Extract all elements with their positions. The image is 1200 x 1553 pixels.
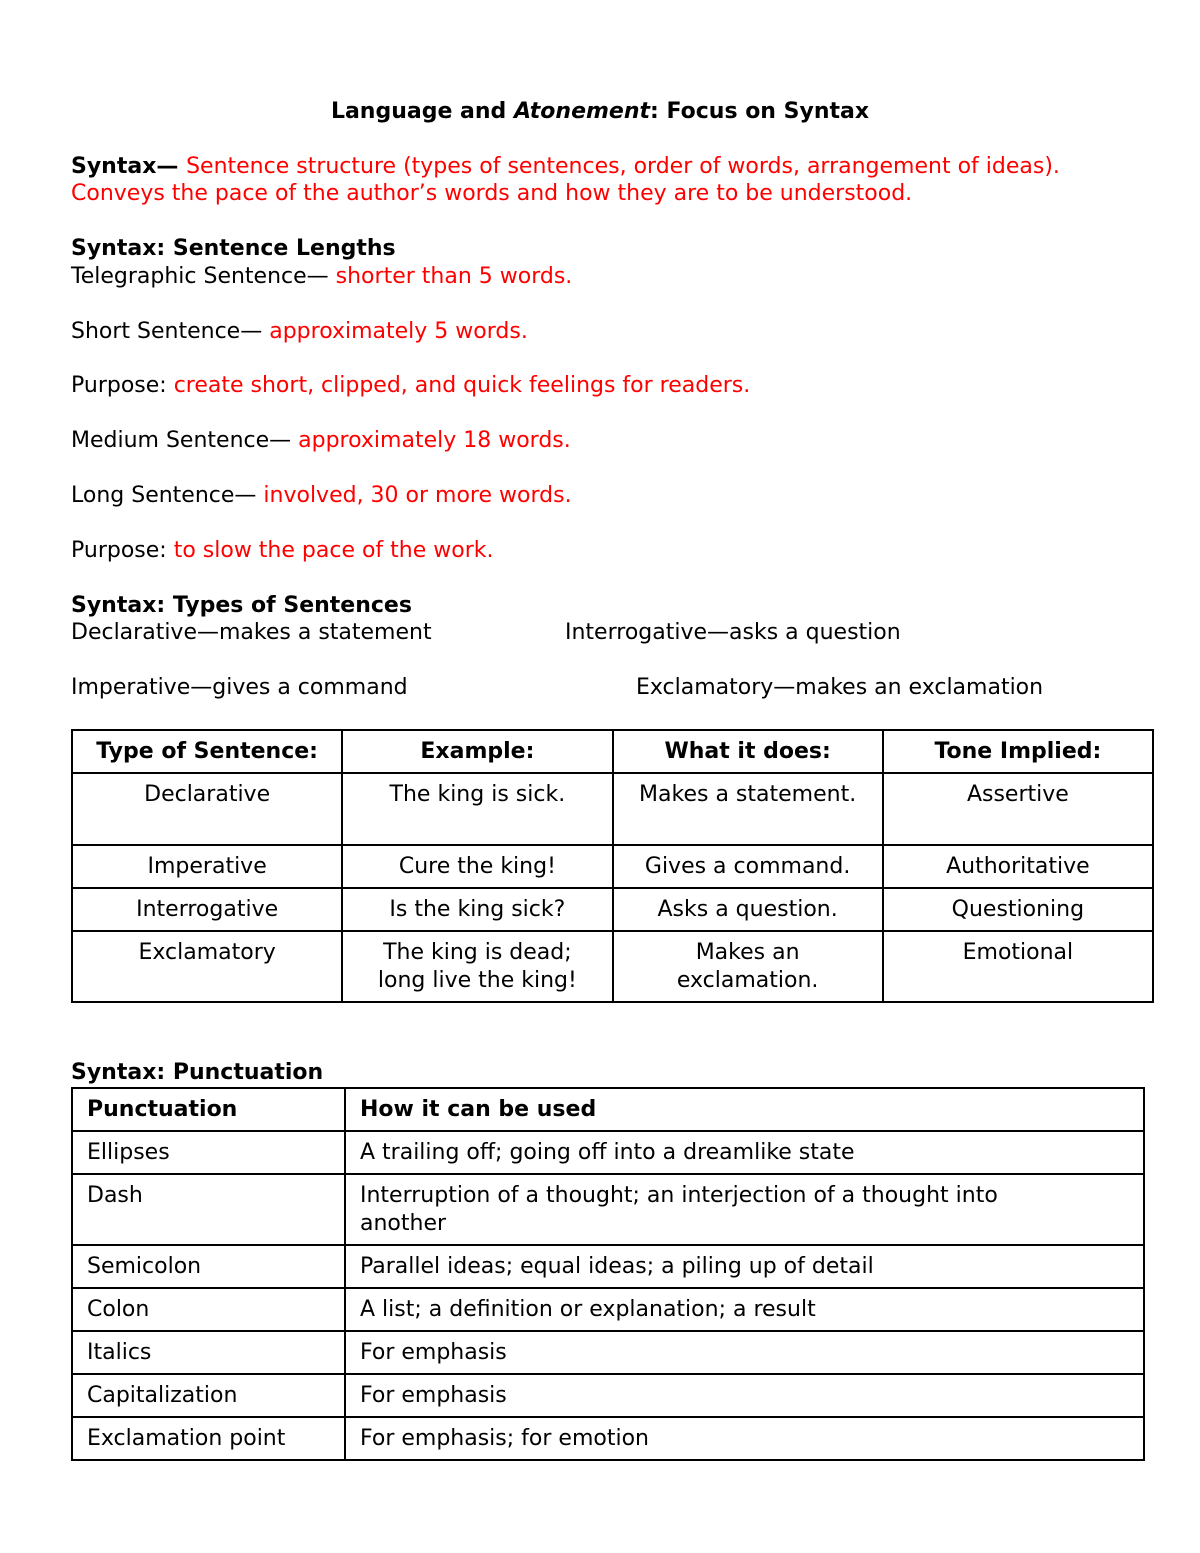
table-row xyxy=(72,1288,1144,1331)
table-cell: Questioning xyxy=(883,888,1153,931)
table-cell: Interrogative xyxy=(72,888,342,931)
sentence-types-table xyxy=(71,729,1154,1003)
title-prefix: Language and xyxy=(330,99,514,124)
purpose-long xyxy=(71,537,494,564)
table-cell: For emphasis; for emotion xyxy=(345,1417,1144,1460)
purpose-value: create short, clipped, and quick feelings for readers. xyxy=(173,373,751,398)
table-cell: Gives a command. xyxy=(613,845,883,888)
table-cell: Dash xyxy=(72,1174,345,1245)
interrogative-definition: Interrogative—asks a question xyxy=(565,620,901,645)
table-row xyxy=(72,888,1153,931)
long-label: Long Sentence— xyxy=(71,483,264,508)
table-row xyxy=(72,931,1153,1002)
short-sentence xyxy=(71,318,528,345)
table-cell: Colon xyxy=(72,1288,345,1331)
purpose-label: Purpose: xyxy=(71,538,174,563)
title-suffix: : Focus on Syntax xyxy=(650,99,870,124)
table-cell: Cure the king! xyxy=(342,845,612,888)
table-cell: Ellipses xyxy=(72,1131,345,1174)
syntax-definition-text: Sentence structure (types of sentences, order of words, arrangement of ideas). xyxy=(186,154,1060,179)
table-row xyxy=(72,1331,1144,1374)
cell-line: long live the king! xyxy=(377,968,577,993)
page-title xyxy=(71,98,1129,125)
punctuation-heading: Syntax: Punctuation xyxy=(71,1060,324,1085)
table-cell: Assertive xyxy=(883,773,1153,845)
medium-value: approximately 18 words. xyxy=(298,428,571,453)
table-row xyxy=(72,1374,1144,1417)
table-row xyxy=(72,1174,1144,1245)
table-cell: Parallel ideas; equal ideas; a piling up of detail xyxy=(345,1245,1144,1288)
declarative-definition: Declarative—makes a statement xyxy=(71,620,432,645)
table-cell: Asks a question. xyxy=(613,888,883,931)
short-label: Short Sentence— xyxy=(71,319,270,344)
table-cell: Declarative xyxy=(72,773,342,845)
table-cell: Is the king sick? xyxy=(342,888,612,931)
syntax-label: Syntax— xyxy=(71,154,187,179)
types-of-sentences-heading: Syntax: Types of Sentences xyxy=(71,593,412,618)
column-header: What it does: xyxy=(613,730,883,773)
table-cell: For emphasis xyxy=(345,1374,1144,1417)
table-cell: Authoritative xyxy=(883,845,1153,888)
telegraphic-sentence xyxy=(71,263,572,290)
purpose-label: Purpose: xyxy=(71,373,174,398)
cell-line: exclamation. xyxy=(676,968,819,993)
table-cell: Emotional xyxy=(883,931,1153,1002)
table-cell xyxy=(613,931,883,1002)
table-cell: Italics xyxy=(72,1331,345,1374)
telegraphic-label: Telegraphic Sentence— xyxy=(71,264,336,289)
imperative-definition: Imperative—gives a command xyxy=(71,675,408,700)
cell-line: The king is dead; xyxy=(383,940,572,965)
column-header: How it can be used xyxy=(345,1088,1144,1131)
exclamatory-definition: Exclamatory—makes an exclamation xyxy=(636,675,1044,700)
table-cell: Capitalization xyxy=(72,1374,345,1417)
medium-sentence xyxy=(71,427,571,454)
purpose-short xyxy=(71,372,750,399)
column-header: Example: xyxy=(342,730,612,773)
table-cell: Exclamation point xyxy=(72,1417,345,1460)
telegraphic-value: shorter than 5 words. xyxy=(335,264,573,289)
punctuation-table xyxy=(71,1087,1145,1461)
medium-label: Medium Sentence— xyxy=(71,428,299,453)
table-cell: Makes a statement. xyxy=(613,773,883,845)
table-cell: Imperative xyxy=(72,845,342,888)
long-value: involved, 30 or more words. xyxy=(263,483,572,508)
sentence-lengths-heading: Syntax: Sentence Lengths xyxy=(71,236,396,261)
table-row xyxy=(72,773,1153,845)
syntax-definition-line1 xyxy=(71,153,1060,180)
table-header-row xyxy=(72,730,1153,773)
table-cell: Exclamatory xyxy=(72,931,342,1002)
table-cell: Interruption of a thought; an interjection of a thought into another xyxy=(345,1174,1144,1245)
table-cell: A list; a definition or explanation; a result xyxy=(345,1288,1144,1331)
table-row xyxy=(72,1417,1144,1460)
table-cell xyxy=(342,931,612,1002)
table-header-row xyxy=(72,1088,1144,1131)
purpose-value: to slow the pace of the work. xyxy=(173,538,494,563)
table-cell: A trailing off; going off into a dreamlike state xyxy=(345,1131,1144,1174)
long-sentence xyxy=(71,482,572,509)
short-value: approximately 5 words. xyxy=(269,319,528,344)
column-header: Type of Sentence: xyxy=(72,730,342,773)
cell-line: Makes an xyxy=(695,940,800,965)
column-header: Tone Implied: xyxy=(883,730,1153,773)
table-cell: For emphasis xyxy=(345,1331,1144,1374)
title-italic: Atonement xyxy=(513,99,651,124)
table-row xyxy=(72,1131,1144,1174)
table-cell: The king is sick. xyxy=(342,773,612,845)
syntax-definition-line2: Conveys the pace of the author’s words and how they are to be understood. xyxy=(71,181,913,206)
table-row xyxy=(72,1245,1144,1288)
column-header: Punctuation xyxy=(72,1088,345,1131)
table-cell: Semicolon xyxy=(72,1245,345,1288)
table-row xyxy=(72,845,1153,888)
